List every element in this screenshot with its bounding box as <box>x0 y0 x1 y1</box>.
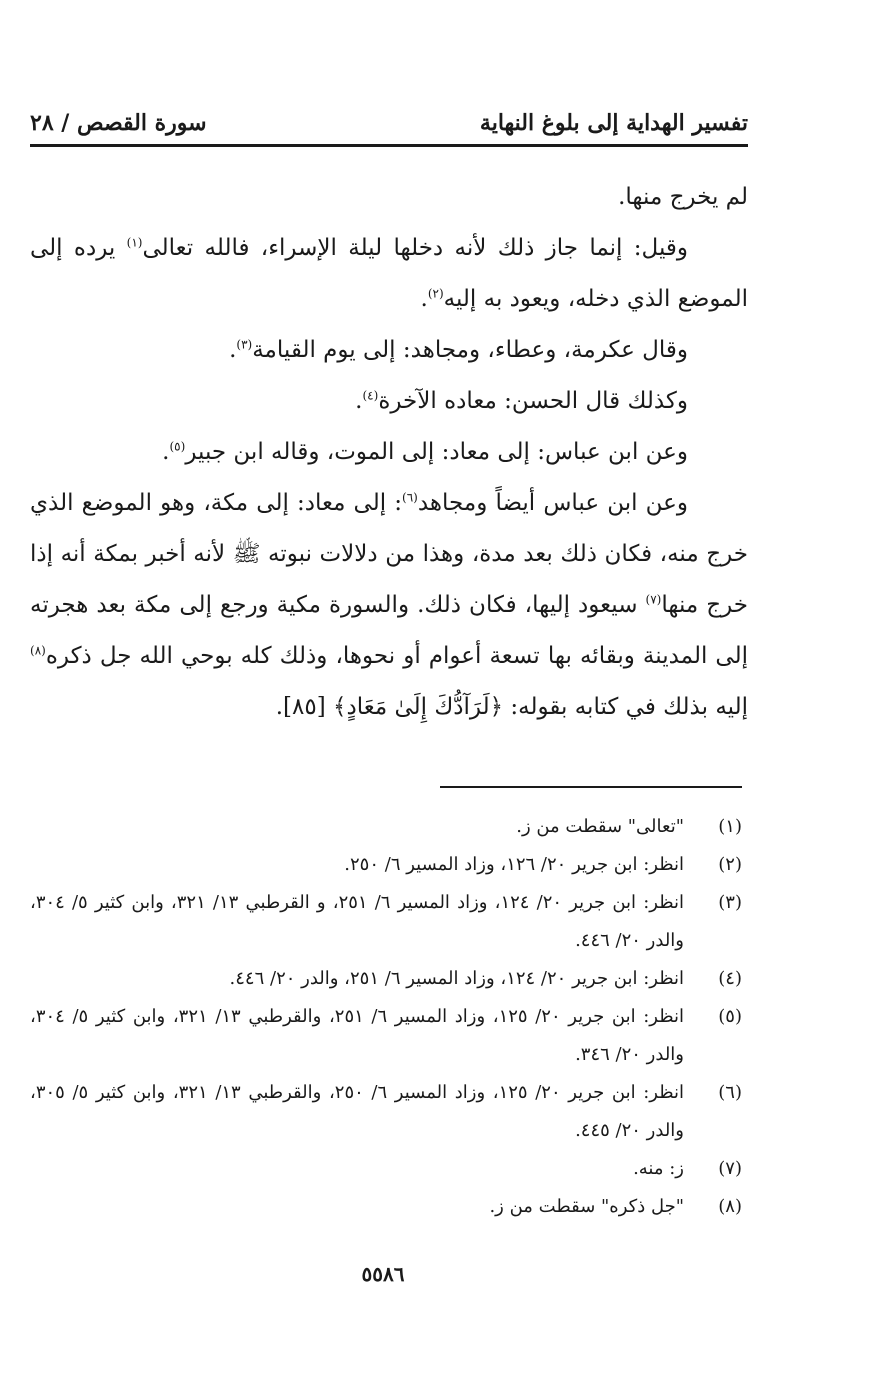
footnote-ref: (٦) <box>402 490 418 505</box>
footnote-ref: (٣) <box>236 337 253 352</box>
surah-heading: سورة القصص / ٢٨ <box>30 110 207 136</box>
footnote-text: انظر: ابن جرير ٢٠/ ١٢٤، وزاد المسير ٦/ ٢٥١، والدر ٢٠/ ٤٤٦. <box>229 968 684 989</box>
paragraph: وقال عكرمة، وعطاء، ومجاهد: إلى يوم القيامة$^{(٣)}$. <box>229 337 688 363</box>
footnote-divider <box>440 786 742 788</box>
main-text <box>30 172 748 733</box>
running-header <box>30 96 748 136</box>
footnote-number: (٧) <box>718 1158 742 1179</box>
footnote-ref: (٢) <box>427 286 444 301</box>
header-divider <box>30 144 748 147</box>
footnote-number: (٣) <box>718 892 742 913</box>
footnote-item <box>30 998 748 1074</box>
footnote-text: ز: منه. <box>633 1158 684 1179</box>
footnote-item <box>30 1074 748 1150</box>
footnote-item <box>30 960 748 998</box>
page-number: ٥٥٨٦ <box>361 1262 405 1286</box>
paragraph: لم يخرج منها. <box>618 184 748 210</box>
footnote-number: (٥) <box>718 1006 742 1027</box>
footnote-item <box>30 1188 748 1226</box>
footnote-number: (٨) <box>718 1196 742 1217</box>
footnote-number: (١) <box>718 816 742 837</box>
footnotes <box>30 808 748 1226</box>
paragraph: وعن ابن عباس: إلى معاد: إلى الموت، وقاله ابن جبير$^{(٥)}$. <box>162 439 688 465</box>
paragraph: وعن ابن عباس أيضاً ومجاهد$^{(٦)}$: إلى معاد: إلى مكة، وهو الموضع الذي خرج منه، فكان ذلك بعد مدة، وهذا من دلالات نبوته ﷺ لأنه أخبر بمكة أنه إذا خرج منها$^{(٧)}$ سيعود إليها، فكان ذلك. والسورة مكية ورجع إلى مكة بعد هجرته إلى المدينة وبقائه بها تسعة أعوام أو نحوها، وذلك كله بوحي الله جل ذكره$^{(٨)}$ إليه بذلك في كتابه بقوله: ﴿لَرَآدُّكَ إِلَىٰ مَعَادٍ﴾ [٨٥]. <box>30 490 748 720</box>
footnote-item <box>30 808 748 846</box>
footnote-ref: (٧) <box>645 592 662 607</box>
footnote-text: انظر: ابن جرير ٢٠/ ١٢٥، وزاد المسير ٦/ ٢٥٠، والقرطبي ١٣/ ٣٢١، وابن كثير ٥/ ٣٠٥، والدر ٢٠/ ٤٤٥. <box>30 1082 685 1141</box>
paragraph: وقيل: إنما جاز ذلك لأنه دخلها ليلة الإسراء، فالله تعالى$^{(١)}$ يرده إلى الموضع الذي دخله، ويعود به إليه$^{(٢)}$. <box>30 235 748 312</box>
footnote-item <box>30 846 748 884</box>
paragraph: وكذلك قال الحسن: معاده الآخرة$^{(٤)}$. <box>355 388 688 414</box>
footnote-ref: (٥) <box>169 439 186 454</box>
footnote-text: "تعالى" سقطت من ز. <box>516 816 684 837</box>
footnote-text: "جل ذكره" سقطت من ز. <box>489 1196 684 1217</box>
footnote-number: (٢) <box>718 854 742 875</box>
footnote-text: انظر: ابن جرير ٢٠/ ١٢٦، وزاد المسير ٦/ ٢٥٠. <box>344 854 684 875</box>
footnote-item <box>30 1150 748 1188</box>
footnote-number: (٦) <box>718 1082 742 1103</box>
footnote-number: (٤) <box>718 968 742 989</box>
footnote-text: انظر: ابن جرير ٢٠/ ١٢٥، وزاد المسير ٦/ ٢٥١، والقرطبي ١٣/ ٣٢١، وابن كثير ٥/ ٣٠٤، والدر ٢٠/ ٣٤٦. <box>30 1006 685 1065</box>
footnote-ref: (٤) <box>362 388 379 403</box>
footnote-item <box>30 884 748 960</box>
footnote-text: انظر: ابن جرير ٢٠/ ١٢٤، وزاد المسير ٦/ ٢٥١، و القرطبي ١٣/ ٣٢١، وابن كثير ٥/ ٣٠٤، والدر ٢٠/ ٤٤٦. <box>30 892 684 951</box>
footnote-ref: (١) <box>126 235 143 250</box>
book-title: تفسير الهداية إلى بلوغ النهاية <box>479 110 748 136</box>
footnote-ref: (٨) <box>30 643 46 658</box>
